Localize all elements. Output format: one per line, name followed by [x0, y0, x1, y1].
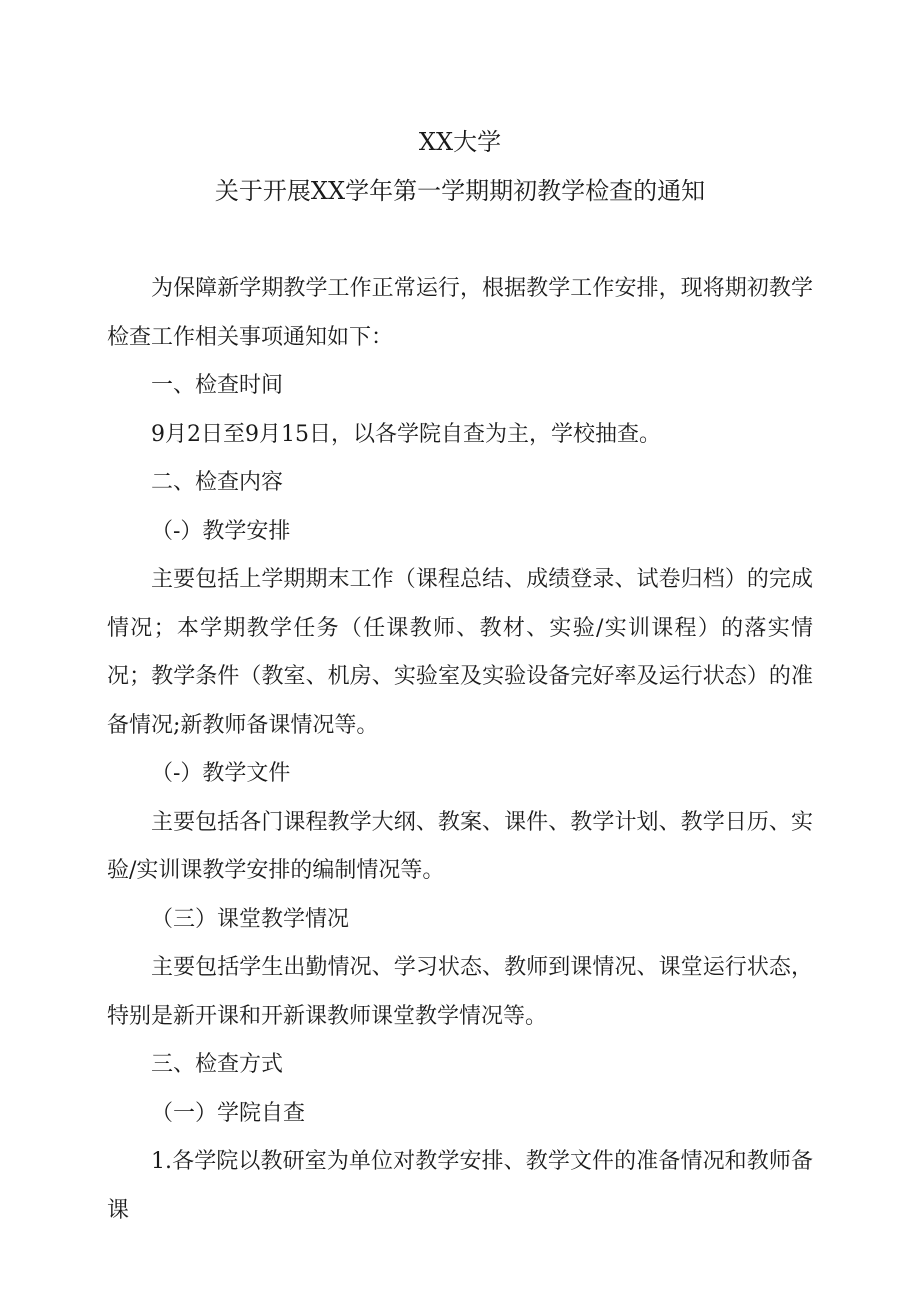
document-title-institution: XX大学 [418, 128, 502, 156]
intro-paragraph: 为保障新学期教学工作正常运行，根据教学工作安排，现将期初教学检查工作相关事项通知如下： [107, 276, 813, 350]
section-heading-inspection-method: 三、检查方式 [151, 1052, 284, 1077]
teaching-arrangement-paragraph: 主要包括上学期期末工作（课程总结、成绩登录、试卷归档）的完成情况；本学期教学任务（任课教师、教材、实验/实训课程）的落实情况；教学条件（教室、机房、实验室及实验设备完好率及运行状态）的准备情况;新教师备课情况等。 [107, 567, 813, 738]
classroom-teaching-paragraph: 主要包括学生出勤情况、学习状态、教师到课情况、课堂运行状态，特别是新开课和开新课教师课堂教学情况等。 [107, 955, 813, 1029]
subheading-classroom-teaching: （三）课堂教学情况 [151, 906, 350, 932]
document-body [107, 265, 813, 1235]
inspection-time-paragraph: 9月2日至9月15日，以各学院自查为主，学校抽查。 [151, 421, 661, 447]
teaching-documents-paragraph: 主要包括各门课程教学大纲、教案、课件、教学计划、教学日历、实验/实训课教学安排的编制情况等。 [107, 809, 813, 883]
document-title-notice: 关于开展XX学年第一学期期初教学检查的通知 [214, 177, 706, 205]
subheading-college-self-check: （一）学院自查 [151, 1100, 306, 1126]
section-heading-inspection-content: 二、检查内容 [151, 470, 284, 495]
section-heading-inspection-time: 一、检查时间 [151, 373, 284, 398]
self-check-item-1: 1.各学院以教研室为单位对教学安排、教学文件的准备情况和教师备课 [107, 1149, 813, 1223]
subheading-teaching-arrangement: （-）教学安排 [151, 518, 291, 544]
subheading-teaching-documents: （-）教学文件 [151, 761, 291, 786]
